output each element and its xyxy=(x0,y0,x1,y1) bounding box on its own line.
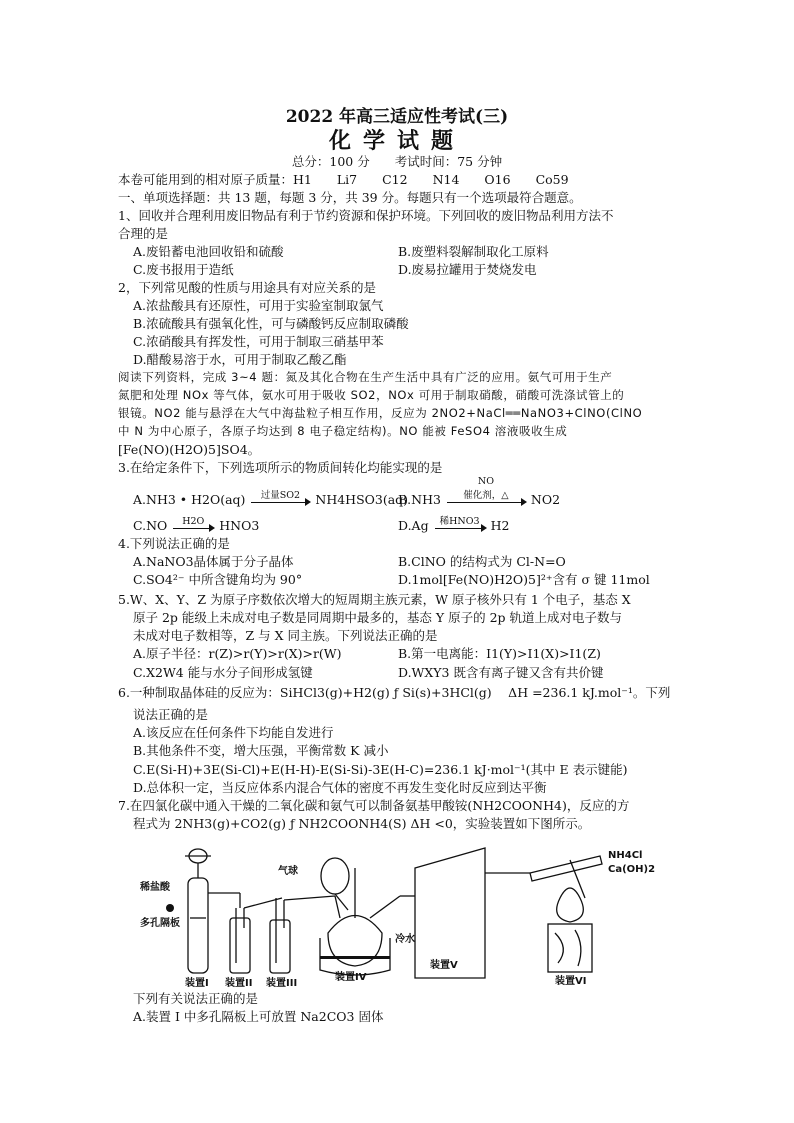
q2-option-c: C.浓硝酸具有挥发性，可用于制取三硝基甲苯 xyxy=(133,334,384,349)
flask-icon xyxy=(166,904,174,912)
reaction-arrow xyxy=(447,475,525,508)
fig-device-4: 装置IV xyxy=(335,972,367,983)
q5-option-d: D.WXY3 既含有离子键又含有共价键 xyxy=(398,665,604,680)
q5-option-c: C.X2W4 能与水分子间形成氢键 xyxy=(133,665,313,680)
subject-title: 化学试题 xyxy=(328,128,465,154)
reading-line1: 阅读下列资料，完成 3~4 题：氮及其化合物在生产生活中具有广泛的应用。氨气可用于生产 xyxy=(118,370,613,384)
q3-b-product: NO2 xyxy=(530,492,561,507)
q3-a-reactant: A.NH3 • H2O(aq) xyxy=(133,492,246,507)
q3-option-d xyxy=(398,517,509,534)
q1-option-a: A.废铅蓄电池回收铅和硫酸 xyxy=(133,244,284,259)
fig-label-acid: 稀盐酸 xyxy=(140,882,170,893)
exam-title: 2022 年高三适应性考试(三) xyxy=(285,107,509,127)
q4-option-b: B.ClNO 的结构式为 Cl-N=O xyxy=(398,554,566,569)
apparatus-diagram xyxy=(130,838,690,988)
q1-option-b: B.废塑料裂解制取化工原料 xyxy=(398,244,549,259)
q5-option-b: B.第一电离能：I1(Y)>I1(X)>I1(Z) xyxy=(398,646,601,661)
arrow-condition: H2O xyxy=(182,515,205,527)
arrow-top-product: NO xyxy=(477,475,494,487)
atomic-mass-line: 本卷可能用到的相对原子质量：H1 Li7 C12 N14 O16 Co59 xyxy=(118,172,569,187)
q3-d-product: H2 xyxy=(490,518,510,533)
q3-option-a xyxy=(133,491,408,508)
q7-stem-line3: 下列有关说法正确的是 xyxy=(133,991,259,1006)
q7-option-a: A.装置 I 中多孔隔板上可放置 Na2CO3 固体 xyxy=(133,1009,384,1024)
fig-label-plate: 多孔隔板 xyxy=(140,918,180,929)
q4-option-d: D.1mol[Fe(NO)H2O)5]²⁺含有 σ 键 11mol xyxy=(398,572,650,587)
q3-stem: 3.在给定条件下，下列选项所示的物质间转化均能实现的是 xyxy=(118,460,443,475)
q4-option-a: A.NaNO3晶体属于分子晶体 xyxy=(133,554,294,569)
q3-a-product: NH4HSO3(aq) xyxy=(315,492,409,507)
q1-option-d: D.废易拉罐用于焚烧发电 xyxy=(398,262,537,277)
arrow-condition: 过量SO2 xyxy=(260,489,301,501)
q3-option-b xyxy=(398,475,561,508)
arrow-condition: 催化剂，△ xyxy=(463,489,509,501)
fig-device-5: 装置V xyxy=(430,960,458,971)
fig-device-6: 装置VI xyxy=(555,976,587,987)
reaction-arrow xyxy=(173,515,213,534)
q2-option-b: B.浓硫酸具有强氧化性，可与磷酸钙反应制取磷酸 xyxy=(133,316,409,331)
q6-option-c: C.E(Si-H)+3E(Si-Cl)+E(H-H)-E(Si-Si)-3E(H-C)=236.1 kJ·mol⁻¹(其中 E 表示键能) xyxy=(133,762,628,777)
reaction-arrow xyxy=(435,515,485,534)
reading-line5: [Fe(NO)(H2O)5]SO4。 xyxy=(118,442,261,457)
q2-stem: 2，下列常见酸的性质与用途具有对应关系的是 xyxy=(118,280,376,295)
q5-option-a: A.原子半径：r(Z)>r(Y)>r(X)>r(W) xyxy=(133,646,342,661)
fig-device-3: 装置III xyxy=(266,978,298,988)
fig-device-2: 装置II xyxy=(225,978,253,988)
reading-line3: 银镜。NO2 能与悬浮在大气中海盐粒子相互作用，反应为 2NO2+NaCl══NaNO3+ClNO(ClNO xyxy=(118,406,643,420)
reading-line2: 氮肥和处理 NOx 等气体，氨水可用于吸收 SO2，NOx 可用于制取硝酸，硝酸可洗涤试管上的 xyxy=(118,388,625,402)
q2-option-d: D.醋酸易溶于水，可用于制取乙酸乙酯 xyxy=(133,352,347,367)
q1-option-c: C.废书报用于造纸 xyxy=(133,262,234,277)
q5-stem-line1: 5.W、X、Y、Z 为原子序数依次增大的短周期主族元素，W 原子核外只有 1 个电子，基态 X xyxy=(118,592,631,607)
q6-option-b: B.其他条件不变，增大压强，平衡常数 K 减小 xyxy=(133,743,389,758)
fig-label-cold-water: 冷水 xyxy=(395,934,415,945)
q3-c-reactant: C.NO xyxy=(133,518,168,533)
q3-b-reactant: B.NH3 xyxy=(398,492,441,507)
fig-device-1: 装置I xyxy=(185,978,209,988)
q3-d-reactant: D.Ag xyxy=(398,518,429,533)
reaction-arrow xyxy=(251,489,309,508)
fig-label-caoh2: Ca(OH)2 xyxy=(608,864,656,875)
q4-stem: 4.下列说法正确的是 xyxy=(118,536,230,551)
reading-line4: 中 N 为中心原子，各原子均达到 8 电子稳定结构)。NO 能被 FeSO4 溶液吸收生成 xyxy=(118,424,568,438)
q6-option-a: A.该反应在任何条件下均能自发进行 xyxy=(133,725,334,740)
q2-option-a: A.浓盐酸具有还原性，可用于实验室制取氯气 xyxy=(133,298,384,313)
fig-label-balloon: 气球 xyxy=(278,866,298,877)
q6-option-d: D.总体积一定，当反应体系内混合气体的密度不再发生变化时反应到达平衡 xyxy=(133,780,547,795)
q6-stem-line2: 说法正确的是 xyxy=(133,707,209,722)
q4-option-c: C.SO4²⁻ 中所含键角均为 90° xyxy=(133,572,303,587)
q5-stem-line3: 未成对电子数相等，Z 与 X 同主族。下列说法正确的是 xyxy=(133,628,438,643)
q5-stem-line2: 原子 2p 能级上未成对电子数是同周期中最多的，基态 Y 原子的 2p 轨道上成对电子数与 xyxy=(133,610,623,625)
exam-info: 总分：100 分 考试时间：75 分钟 xyxy=(291,154,503,169)
fig-label-nh4cl: NH4Cl xyxy=(608,850,643,861)
q1-stem-line2: 合理的是 xyxy=(118,226,169,241)
q6-stem-line1: 6.一种制取晶体硅的反应为：SiHCl3(g)+H2(g) ƒ Si(s)+3HCl(g) ΔH =236.1 kJ.mol⁻¹。下列 xyxy=(118,685,671,700)
q1-stem-line1: 1、回收并合理利用废旧物品有利于节约资源和保护环境。下列回收的废旧物品利用方法不 xyxy=(118,208,614,223)
q7-stem-line2: 程式为 2NH3(g)+CO2(g) ƒ NH2COONH4(S) ΔH <0，实验装置如下图所示。 xyxy=(133,816,591,831)
section-heading: 一、单项选择题：共 13 题，每题 3 分，共 39 分。每题只有一个选项最符合题意。 xyxy=(118,190,582,205)
arrow-condition: 稀HNO3 xyxy=(439,515,480,527)
q7-stem-line1: 7.在四氯化碳中通入干燥的二氧化碳和氨气可以制备氨基甲酸铵(NH2COONH4)，反应的方 xyxy=(118,798,630,813)
q3-option-c xyxy=(133,517,259,534)
q3-c-product: HNO3 xyxy=(219,518,260,533)
